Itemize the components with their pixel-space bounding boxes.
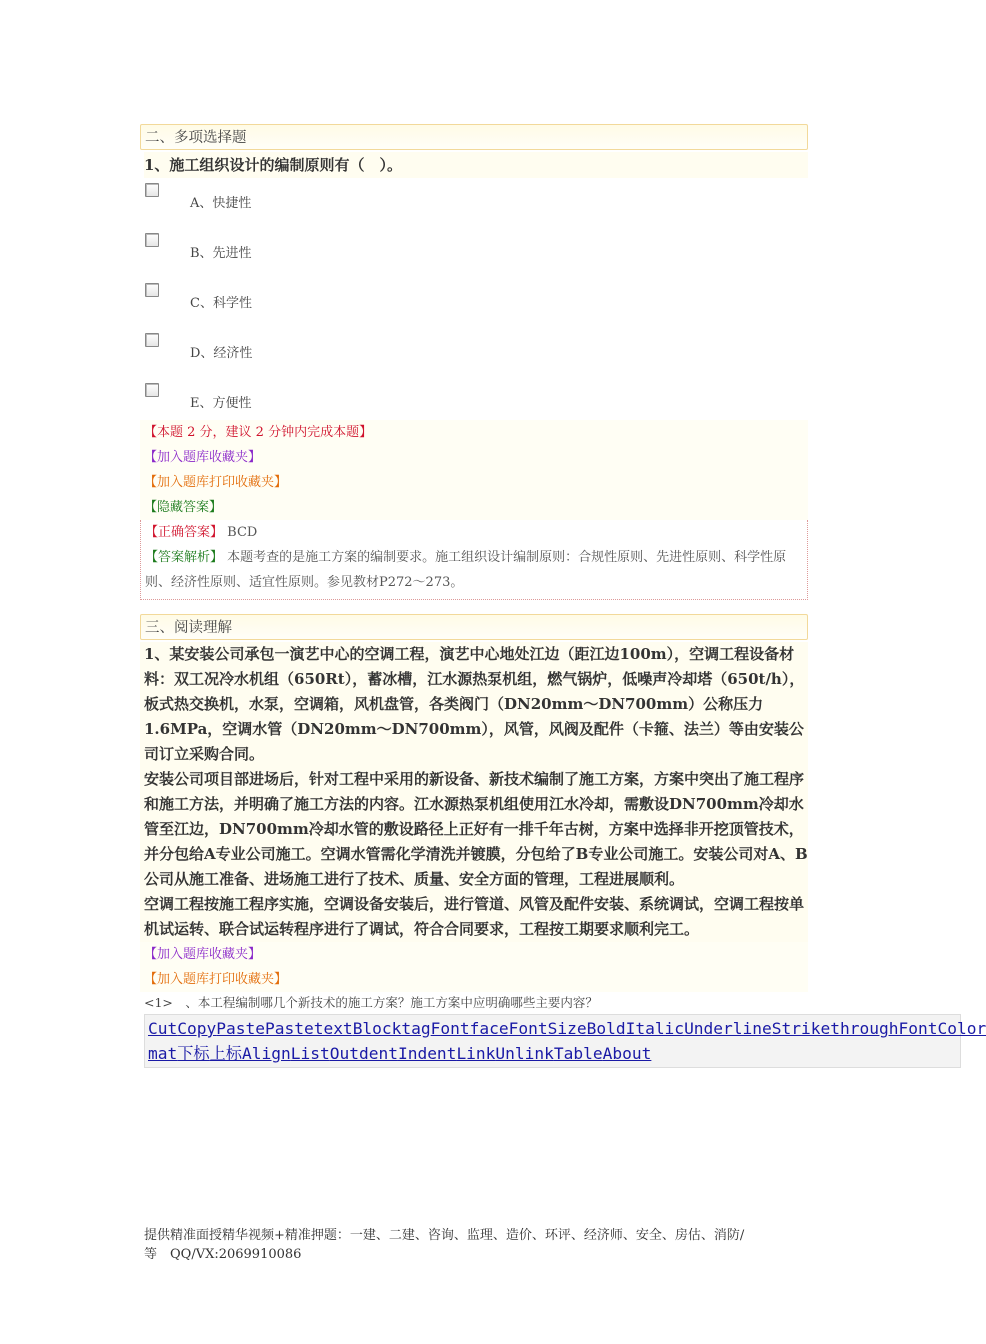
footer-line-2: 等 QQ/VX:2069910086: [144, 1247, 302, 1262]
add-favorites-link[interactable]: 【加入题库收藏夹】: [144, 450, 262, 465]
passage-paragraph: 安装公司项目部进场后，针对工程中采用的新设备、新技术编制了施工方案，方案中突出了施工程序和施工方法，并明确了施工方法的内容。江水源热泵机组使用江水冷却，需敷设DN700mm冷却水管至江边，DN700mm冷却水管的敷设路径上正好有一排千年古树，方案中选择非开挖顶管技术，并分包给A专业公司施工。空调水管需化学清洗并镀膜，分包给了B专业公司施工。安装公司对A、B公司从施工准备、进场施工进行了技术、质量、安全方面的管理，工程进展顺利。: [140, 767, 808, 892]
correct-answer-value: BCD: [227, 525, 258, 540]
option-label: B、先进性: [190, 246, 252, 261]
options-list: [140, 178, 808, 428]
passage-paragraph: 1、某安装公司承包一演艺中心的空调工程，演艺中心地处江边（距江边100m），空调工程设备材料：双工况冷水机组（650Rt），蓄冰槽，江水源热泵机组，燃气锅炉，低噪声冷却塔（650t/h），板式热交换机，水泵，空调箱，风机盘管，各类阀门（DN20mm～DN700mm）公称压力1.6MPa，空调水管（DN20mm～DN700mm），风管，风阀及配件（卡箍、法兰）等由安装公司订立采购合同。: [140, 642, 808, 767]
toolbar-align[interactable]: Align: [242, 1044, 291, 1063]
question-title: 1、施工组织设计的编制原则有（ ）。: [144, 152, 808, 178]
toolbar-link[interactable]: Link: [456, 1044, 496, 1063]
toolbar-fontsize[interactable]: FontSize: [508, 1019, 587, 1038]
checkbox-d[interactable]: [145, 333, 159, 347]
add-favorites-link[interactable]: 【加入题库收藏夹】: [144, 947, 262, 962]
toolbar-list[interactable]: List: [290, 1044, 330, 1063]
toolbar-superscript[interactable]: 上标: [209, 1044, 242, 1063]
hide-answer-link[interactable]: 【隐藏答案】: [144, 500, 223, 515]
reading-meta: [140, 942, 808, 992]
section-header-reading: 三、阅读理解: [140, 614, 808, 640]
option-label: E、方便性: [190, 396, 252, 411]
toolbar-underline[interactable]: Underline: [684, 1019, 772, 1038]
toolbar-paste[interactable]: Paste: [216, 1019, 265, 1038]
editor-toolbar: [144, 1014, 986, 1068]
passage-paragraph: 空调工程按施工程序实施，空调设备安装后，进行管道、风管及配件安装、系统调试，空调工程按单机试运转、联合试运转程序进行了调试，符合合同要求，工程按工期要求顺利完工。: [140, 892, 808, 942]
option-c[interactable]: [140, 278, 808, 328]
exam-content: [140, 124, 986, 1068]
checkbox-b[interactable]: [145, 233, 159, 247]
footer-line-1: 提供精准面授精华视频+精准押题：一建、二建、咨询、监理、造价、环评、经济师、安全、房估、消防/: [144, 1228, 745, 1243]
toolbar-subscript[interactable]: 下标: [177, 1044, 210, 1063]
toolbar-unlink[interactable]: Unlink: [495, 1044, 554, 1063]
analysis-label: 【答案解析】: [145, 550, 224, 565]
toolbar-cut[interactable]: Cut: [148, 1019, 178, 1038]
answer-box: [140, 520, 808, 600]
toolbar-italic[interactable]: Italic: [625, 1019, 685, 1038]
toolbar-format-tail[interactable]: mat: [148, 1044, 178, 1063]
option-label: D、经济性: [190, 346, 253, 361]
option-e[interactable]: [140, 378, 808, 428]
toolbar-row-2: [148, 1041, 960, 1066]
option-d[interactable]: [140, 328, 808, 378]
toolbar-blocktag[interactable]: Blocktag: [352, 1019, 431, 1038]
toolbar-pastetext[interactable]: Pastetext: [264, 1019, 353, 1038]
footer-advert: [144, 1226, 814, 1264]
toolbar-outdent[interactable]: Outdent: [329, 1044, 398, 1063]
toolbar-indent[interactable]: Indent: [397, 1044, 457, 1063]
toolbar-copy[interactable]: Copy: [177, 1019, 217, 1038]
toolbar-fontface[interactable]: Fontface: [430, 1019, 509, 1038]
checkbox-e[interactable]: [145, 383, 159, 397]
toolbar-strikethrough[interactable]: Strikethrough: [771, 1019, 899, 1038]
option-label: A、快捷性: [190, 196, 252, 211]
toolbar-fontcolor[interactable]: FontColor: [898, 1019, 986, 1038]
question-meta: [140, 420, 808, 520]
toolbar-about[interactable]: About: [602, 1044, 652, 1063]
add-print-favorites-link[interactable]: 【加入题库打印收藏夹】: [144, 475, 288, 490]
checkbox-a[interactable]: [145, 183, 159, 197]
option-a[interactable]: [140, 178, 808, 228]
reading-passage: [140, 642, 808, 942]
add-print-favorites-link[interactable]: 【加入题库打印收藏夹】: [144, 972, 288, 987]
toolbar-row-1: [148, 1016, 986, 1041]
analysis-text: 本题考查的是施工方案的编制要求。施工组织设计编制原则：合规性原则、先进性原则、科学性原则、经济性原则、适宜性原则。参见教材P272～273。: [145, 550, 787, 590]
correct-answer-label: 【正确答案】: [145, 525, 224, 540]
sub-question: <1> 、本工程编制哪几个新技术的施工方案？施工方案中应明确哪些主要内容？: [144, 995, 598, 1010]
toolbar-bold[interactable]: Bold: [586, 1019, 626, 1038]
checkbox-c[interactable]: [145, 283, 159, 297]
option-label: C、科学性: [190, 296, 252, 311]
option-b[interactable]: [140, 228, 808, 278]
toolbar-table[interactable]: Table: [553, 1044, 603, 1063]
score-note: 【本题 2 分，建议 2 分钟内完成本题】: [144, 425, 373, 440]
section-header-multiple-choice: 二、多项选择题: [140, 124, 808, 150]
